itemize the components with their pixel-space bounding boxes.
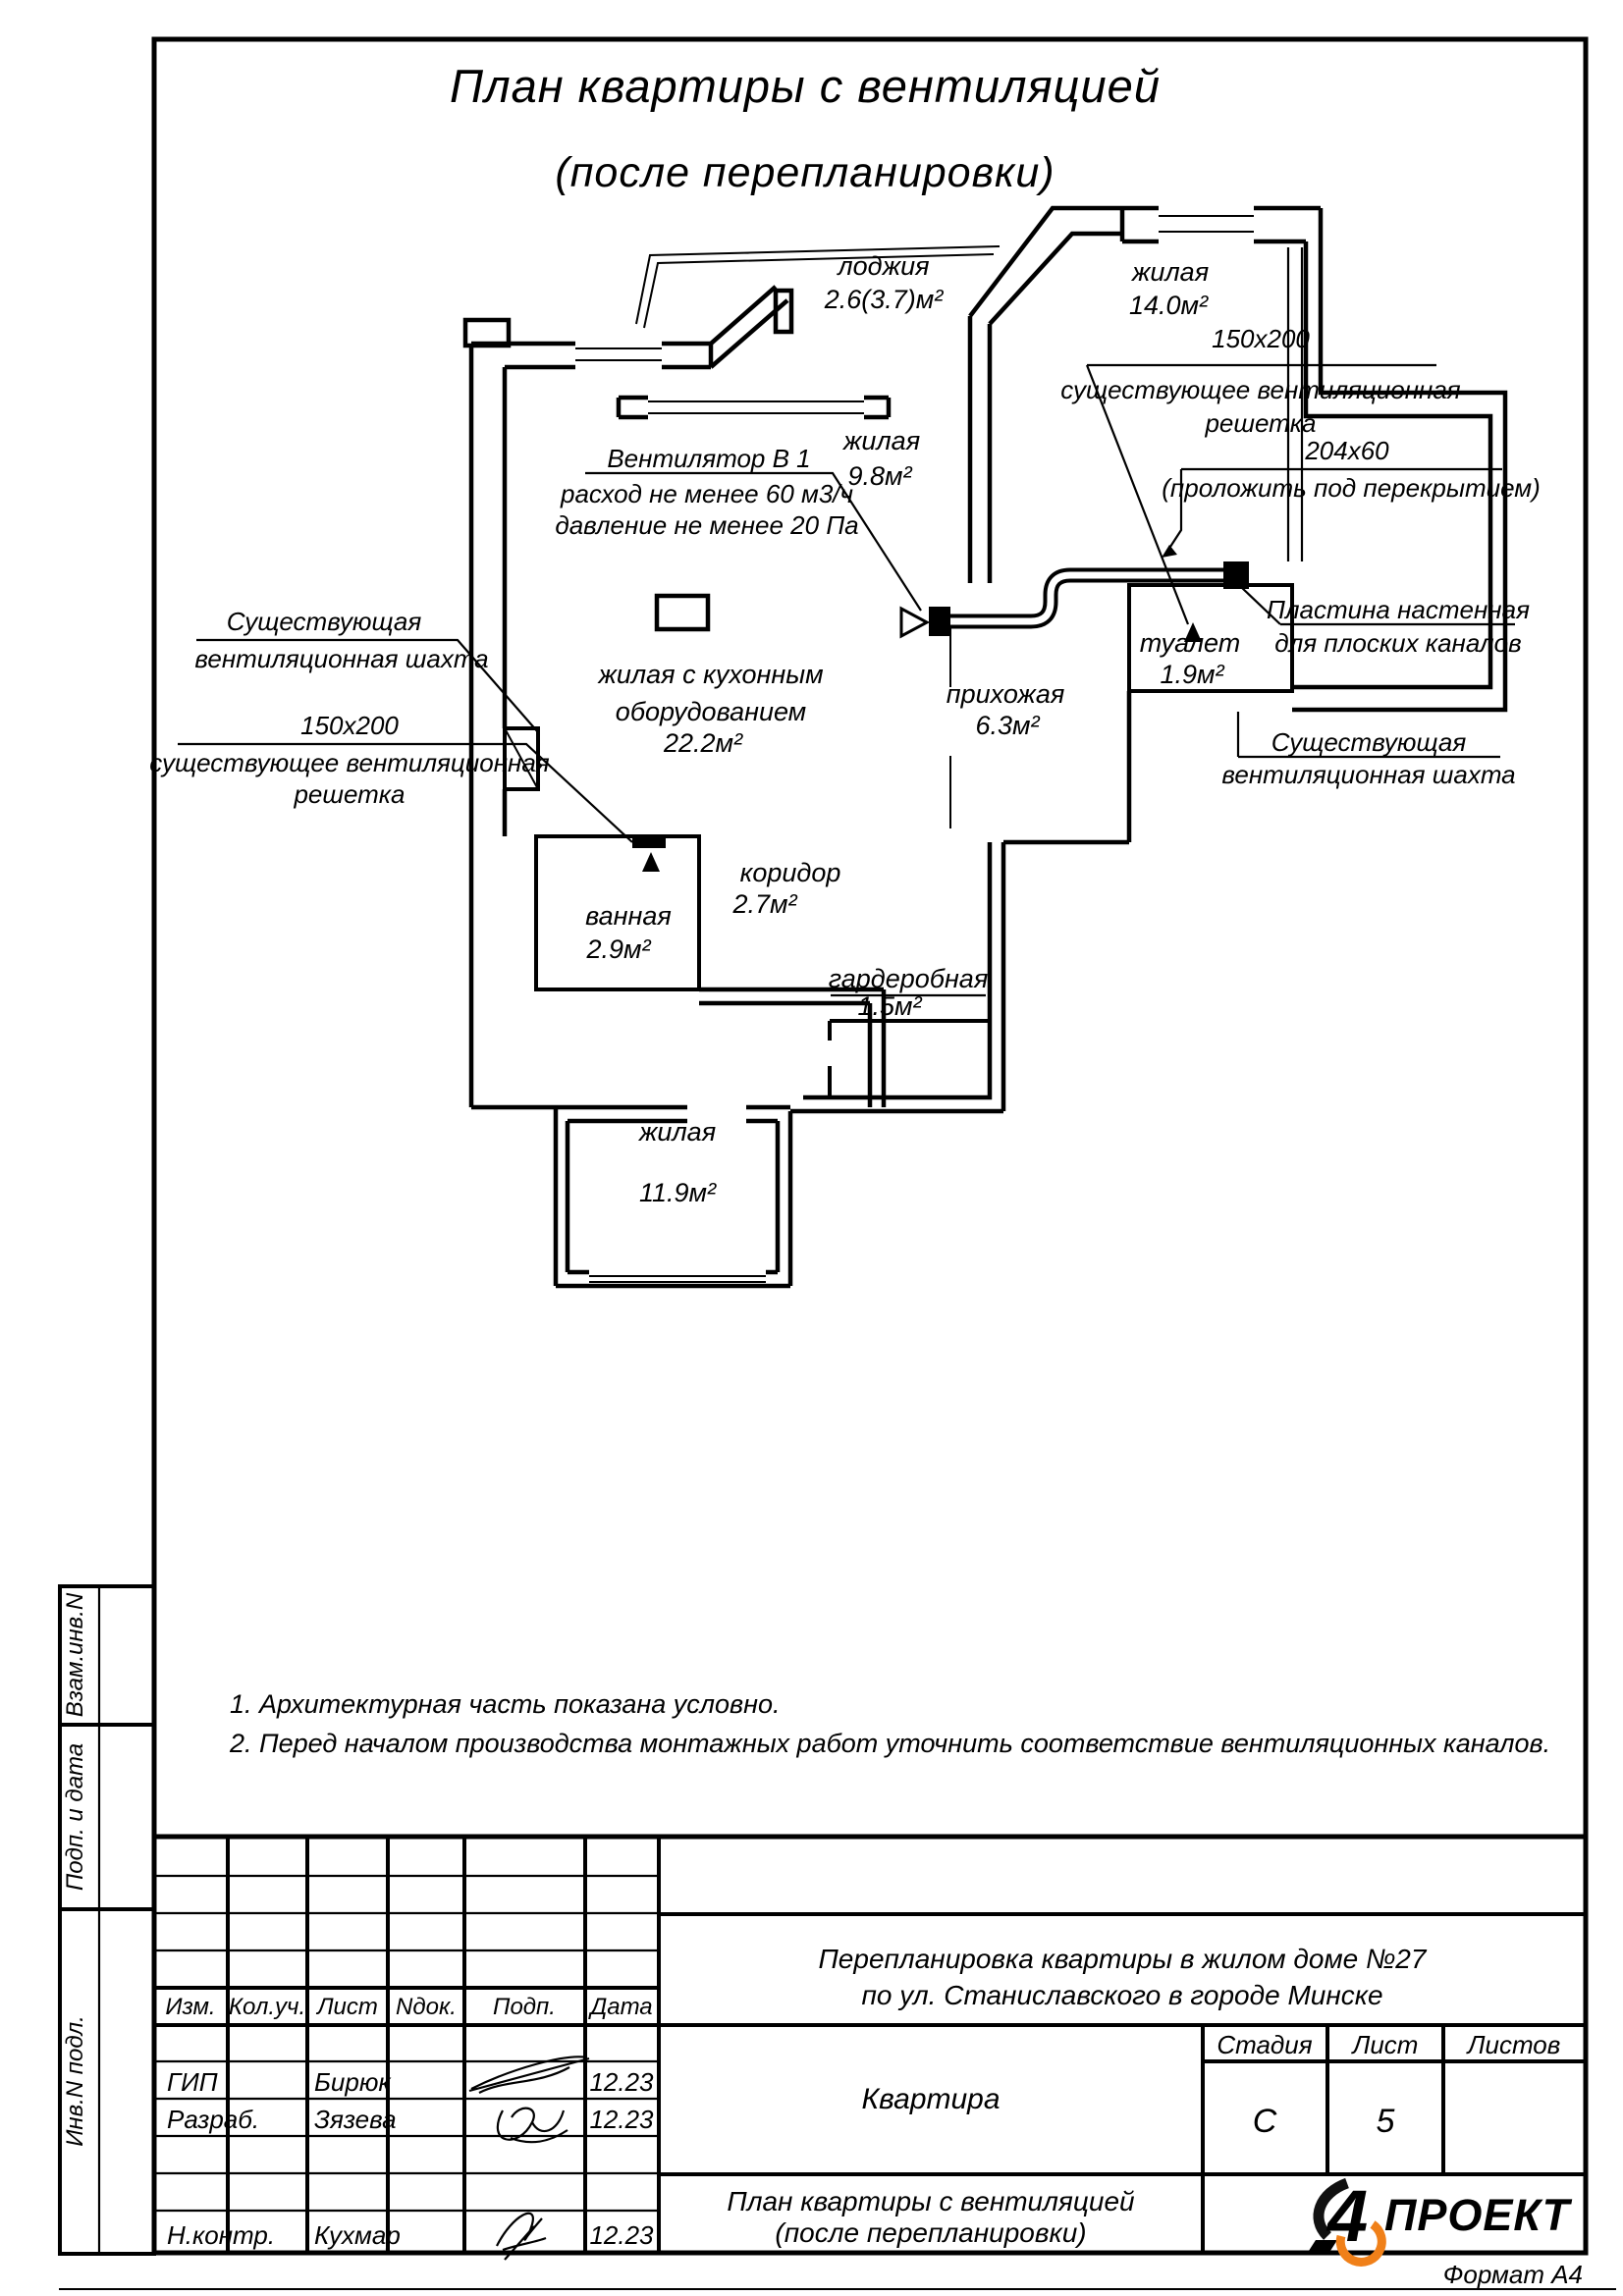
ann-plate-line2: для плоских каналов <box>1274 628 1522 658</box>
room-corridor-area: 2.7м² <box>732 889 797 919</box>
sheet-frame <box>154 39 1586 2253</box>
row-nkontr-date: 12.23 <box>589 2220 654 2250</box>
col-podp: Подп. <box>493 1994 556 2020</box>
ann-fan-flow: расход не менее 60 м3/ч <box>561 479 853 508</box>
room-living98-name: жилая <box>842 426 921 455</box>
ann-shaft-left-line1: Существующая <box>226 607 422 636</box>
ann-duct-note: (проложить под перекрытием) <box>1162 473 1541 503</box>
doc-line1: План квартиры с вентиляцией <box>727 2186 1135 2216</box>
duct-terminal <box>1223 561 1249 589</box>
row-razrab-name: Зязева <box>314 2105 397 2134</box>
format-label: Формат А4 <box>1442 2260 1583 2289</box>
room-toilet-name: туалет <box>1139 628 1241 658</box>
ann-shaft-left-line2: вентиляционная шахта <box>194 644 489 673</box>
ann-grille-left-size: 150x200 <box>300 711 399 740</box>
ann-plate-line1: Пластина настенная <box>1267 595 1530 624</box>
titleblock-columns <box>228 1837 659 2253</box>
page-title-line1: План квартиры с вентиляцией <box>450 60 1161 112</box>
room-hall-area: 6.3м² <box>975 711 1040 740</box>
wall-wardrobe <box>830 1021 990 1097</box>
annotations <box>149 324 1540 809</box>
stage-value: С <box>1252 2103 1277 2140</box>
row-gip-name: Бирюк <box>314 2067 391 2097</box>
room-loggia-name: лоджия <box>838 251 930 281</box>
room-wardrobe-area: 1.5м² <box>857 991 922 1021</box>
ann-grille-top-size: 150x200 <box>1212 324 1310 353</box>
ann-fan-pressure: давление не менее 20 Па <box>555 510 859 540</box>
room-kitchen-name2: оборудованием <box>615 697 807 726</box>
row-gip-date: 12.23 <box>589 2067 654 2097</box>
ann-shaft-right-line2: вентиляционная шахта <box>1221 760 1516 789</box>
room-living119-area: 11.9м² <box>638 1178 717 1207</box>
ann-fan-title: Вентилятор В 1 <box>607 444 811 473</box>
leader-arrowhead <box>1162 545 1177 558</box>
ann-shaft-right-line1: Существующая <box>1271 727 1467 757</box>
room-kitchen-area: 22.2м² <box>663 728 743 758</box>
row-nkontr-role: Н.контр. <box>167 2220 276 2250</box>
project-line1: Перепланировка квартиры в жилом доме №27 <box>818 1944 1427 1974</box>
signature-row-lines <box>154 2061 659 2211</box>
ann-grille-top-line1: существующее вентиляционная <box>1060 375 1461 404</box>
project-line2: по ул. Станиславского в городе Минске <box>861 1980 1383 2010</box>
fan-unit <box>929 607 950 636</box>
bath-grille-icon <box>642 852 660 872</box>
room-corridor-name: коридор <box>739 858 841 887</box>
col-ndok: Nдок. <box>396 1994 457 2020</box>
ann-duct-size: 204x60 <box>1305 436 1389 465</box>
room-living14-name: жилая <box>1131 257 1210 287</box>
attribute-strip <box>60 1586 154 2254</box>
row-razrab-date: 12.23 <box>589 2105 654 2134</box>
room-wardrobe-name: гардеробная <box>828 964 989 993</box>
ann-grille-top-line2: решетка <box>1205 408 1317 438</box>
loggia-glazing <box>636 246 1000 328</box>
room-living119-name: жилая <box>638 1117 717 1147</box>
room-kitchen-name1: жилая с кухонным <box>598 660 824 689</box>
wall-stub <box>657 596 708 629</box>
title-block <box>154 1837 1586 2262</box>
col-list: Лист <box>317 1994 378 2020</box>
room-hall-name: прихожая <box>946 679 1065 709</box>
row-nkontr-name: Кухмар <box>314 2220 401 2250</box>
bath-grille-bar <box>632 838 666 848</box>
doc-line2: (после перепланировки) <box>775 2217 1087 2248</box>
vent-channel-lines <box>1288 247 1302 561</box>
strip-label-2: Подп. и дата <box>62 1742 88 1892</box>
col-data: Дата <box>590 1994 653 2020</box>
row-gip-role: ГИП <box>167 2067 218 2097</box>
room-living14-area: 14.0м² <box>1128 291 1209 320</box>
note-2: 2. Перед началом производства монтажных работ уточнить соответствие вентиляционных каналов. <box>230 1729 1551 1758</box>
page-title-line2: (после перепланировки) <box>555 149 1055 196</box>
room-living98-area: 9.8м² <box>847 461 912 491</box>
company-logo <box>1307 2175 1573 2262</box>
revision-row-lines <box>154 1876 659 1950</box>
stage-label: Стадия <box>1217 2030 1313 2059</box>
room-toilet-area: 1.9м² <box>1160 660 1224 689</box>
fan-icon <box>901 609 927 636</box>
logo-word: ПРОЕКТ <box>1384 2190 1571 2240</box>
strip-label-3: Инв.N подл. <box>62 2015 88 2147</box>
room-loggia-area: 2.6(3.7)м² <box>824 285 944 314</box>
strip-label-1: Взам.инв.N <box>62 1592 88 1718</box>
sheet-label: Лист <box>1352 2030 1419 2059</box>
ann-grille-left-line1: существующее вентиляционная <box>149 748 550 777</box>
row-razrab-role: Разраб. <box>167 2105 260 2134</box>
room-bath-area: 2.9м² <box>586 934 651 964</box>
room-bath-name: ванная <box>585 901 672 931</box>
ann-grille-left-line2: решетка <box>294 779 406 809</box>
object-name: Квартира <box>861 2083 1001 2115</box>
logo-digit: 4 <box>1327 2175 1369 2257</box>
sheets-label: Листов <box>1467 2030 1561 2059</box>
note-1: 1. Архитектурная часть показана условно. <box>230 1689 781 1719</box>
sheet-value: 5 <box>1376 2103 1395 2140</box>
col-kol: Кол.уч. <box>228 1994 306 2020</box>
col-izm: Изм. <box>165 1994 216 2020</box>
